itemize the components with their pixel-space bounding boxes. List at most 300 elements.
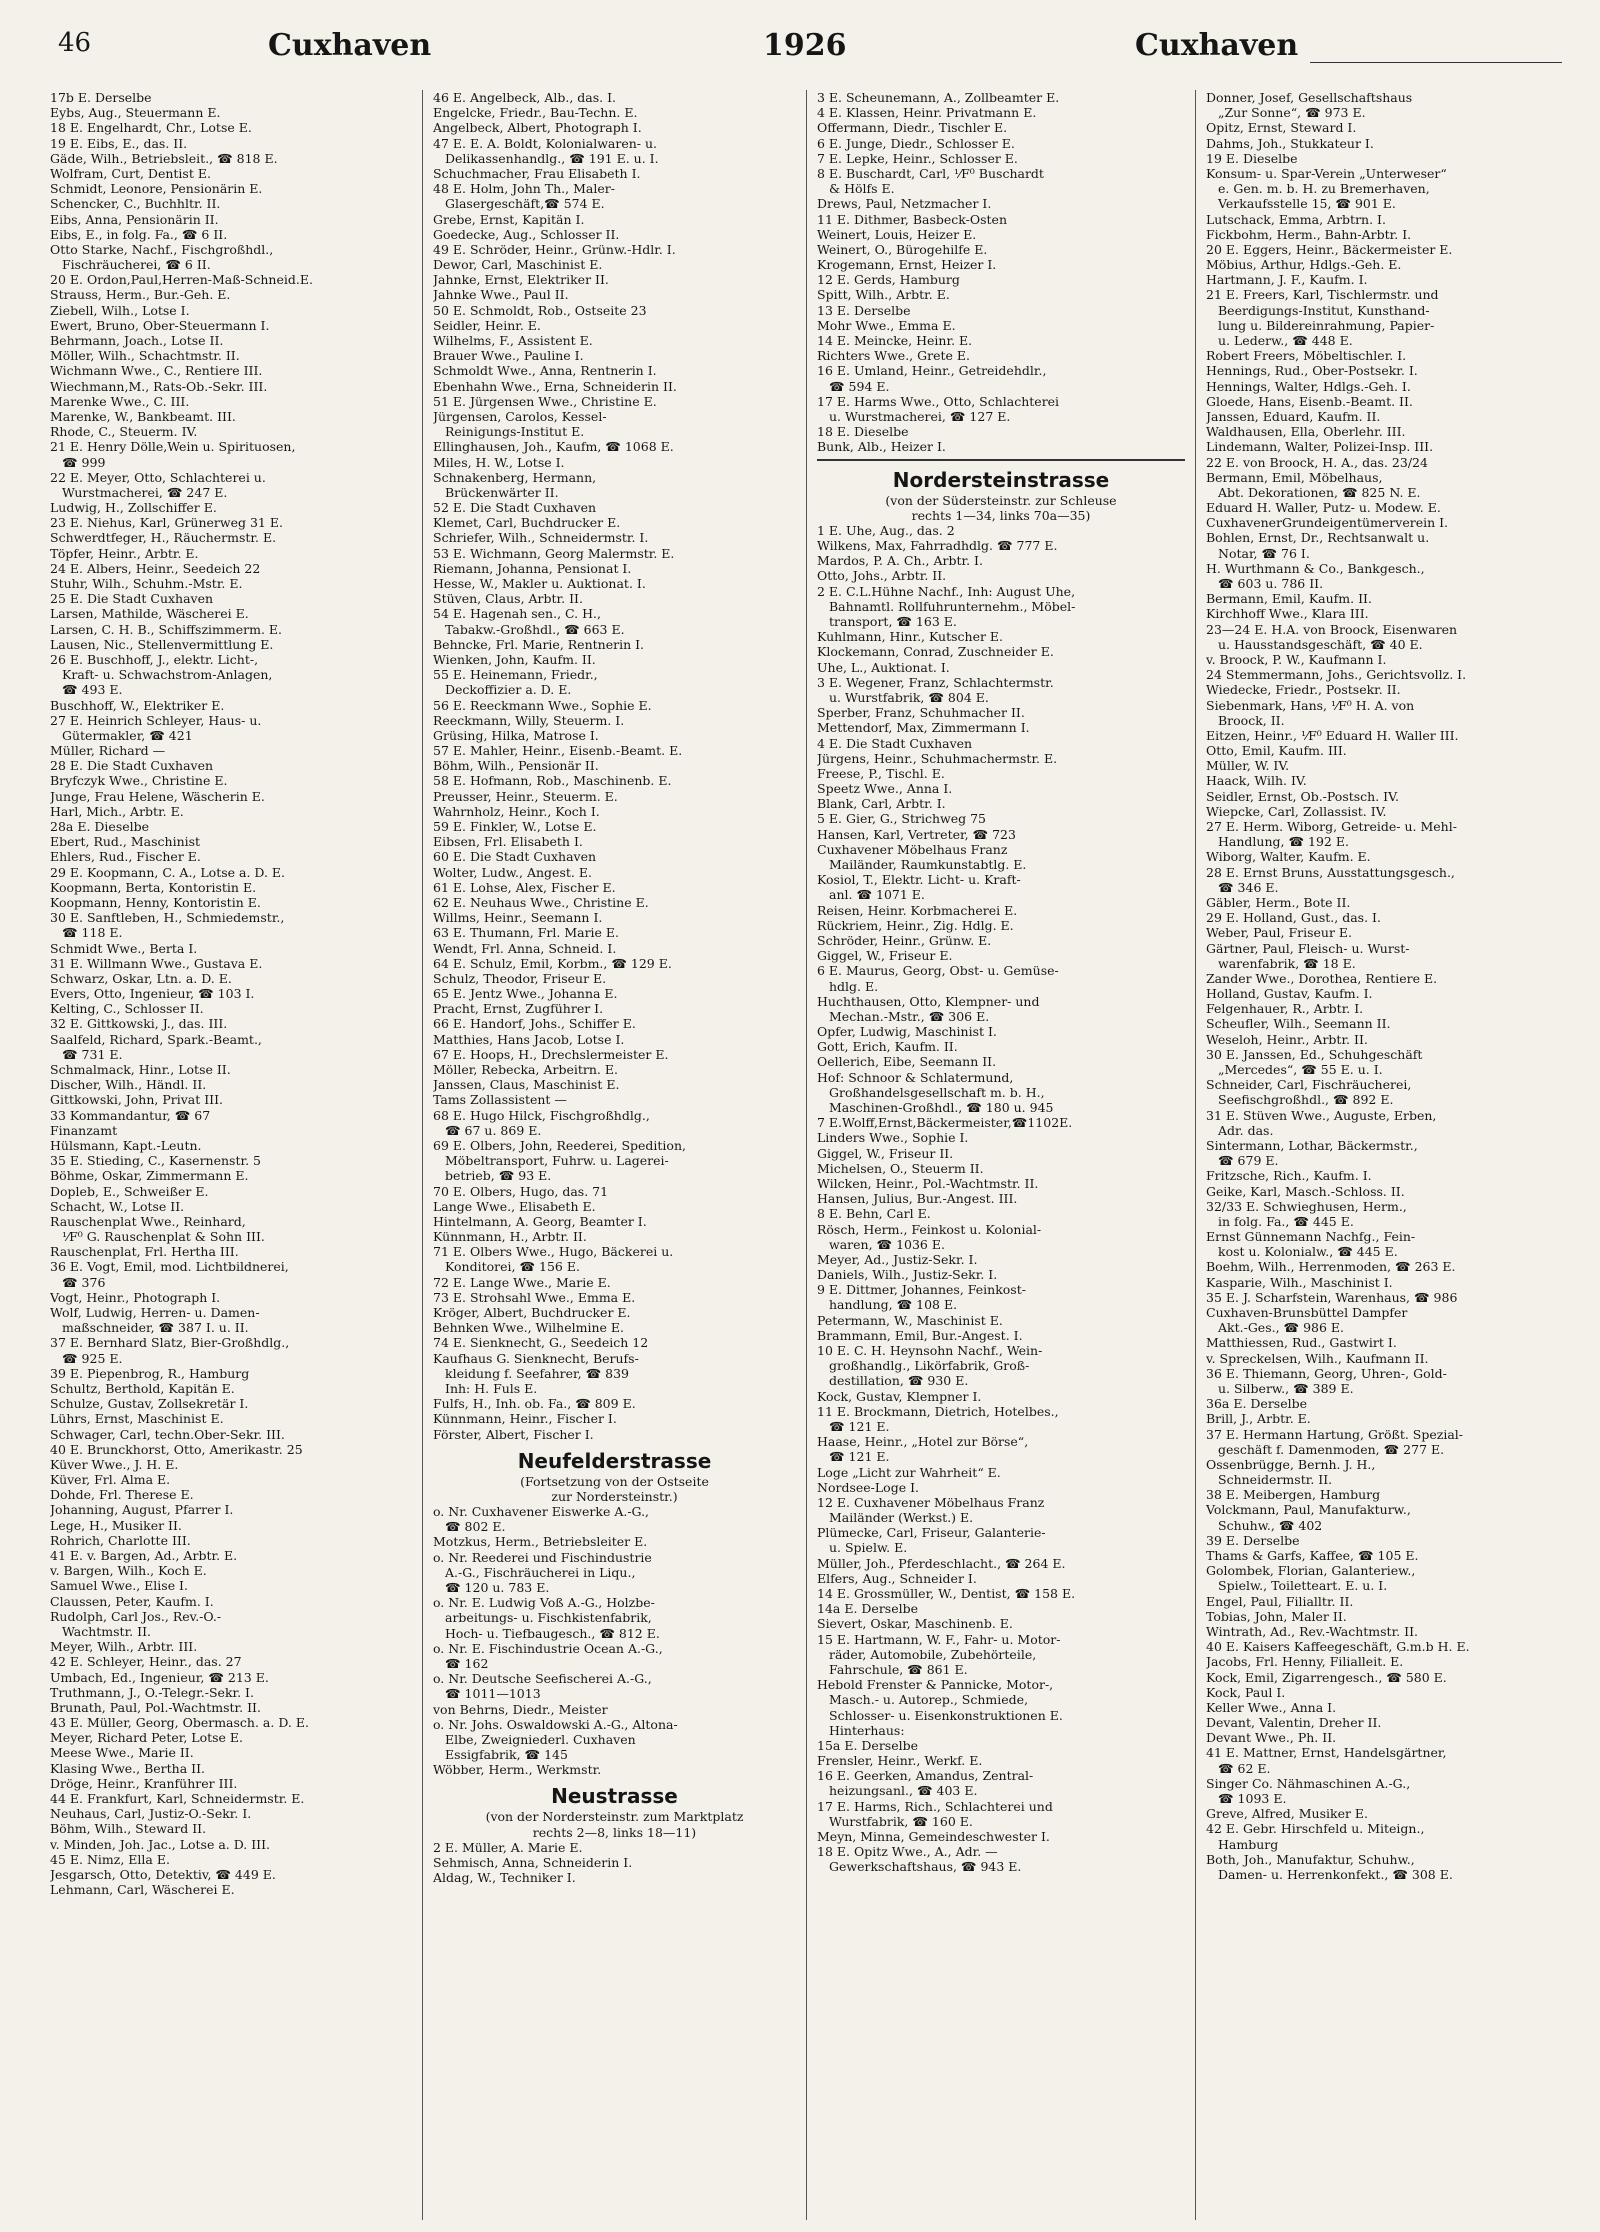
directory-entry: ☎ 594 E. bbox=[829, 378, 890, 394]
directory-entry: 3 E. Scheunemann, A., Zollbeamter E. bbox=[817, 90, 1060, 105]
directory-entry: warenfabrik, ☎ 18 E. bbox=[1218, 955, 1356, 971]
directory-entry: Rauschenplat Wwe., Reinhard, bbox=[50, 1213, 246, 1229]
directory-entry: Wiedecke, Friedr., Postsekr. II. bbox=[1206, 682, 1401, 698]
directory-entry: Meyer, Richard Peter, Lotse E. bbox=[50, 1730, 244, 1746]
directory-entry: Cuxhavener Möbelhaus Franz bbox=[817, 841, 1008, 857]
directory-entry: kleidung f. Seefahrer, ☎ 839 bbox=[445, 1365, 629, 1381]
directory-entry: ☎ 493 E. bbox=[62, 682, 123, 698]
directory-entry: Lausen, Nic., Stellenvermittlung E. bbox=[50, 636, 274, 652]
directory-entry: 3 E. Wegener, Franz, Schlachtermstr. bbox=[817, 674, 1054, 690]
directory-entry: 22 E. Meyer, Otto, Schlachterei u. bbox=[50, 469, 266, 485]
directory-entry: 27 E. Heinrich Schleyer, Haus- u. bbox=[50, 712, 262, 728]
directory-entry: ☎ 62 E. bbox=[1218, 1760, 1271, 1776]
directory-entry: Schmoldt Wwe., Anna, Rentnerin I. bbox=[433, 363, 657, 379]
directory-entry: transport, ☎ 163 E. bbox=[829, 614, 957, 630]
directory-entry: 6 E. Junge, Diedr., Schlosser E. bbox=[817, 135, 1015, 151]
directory-entry: Gott, Erich, Kaufm. II. bbox=[817, 1039, 958, 1055]
directory-entry: Seidler, Heinr. E. bbox=[433, 317, 541, 333]
directory-entry: Reisen, Heinr. Korbmacherei E. bbox=[817, 902, 1018, 918]
directory-entry: ☎ 679 E. bbox=[1218, 1153, 1279, 1169]
directory-entry: Otto, Emil, Kaufm. III. bbox=[1206, 743, 1347, 759]
directory-entry: 39 E. Piepenbrog, R., Hamburg bbox=[50, 1365, 250, 1381]
directory-entry: Angelbeck, Albert, Photograph I. bbox=[433, 120, 642, 136]
directory-entry: Marenke Wwe., C. III. bbox=[50, 393, 190, 409]
directory-entry: Wichmann Wwe., C., Rentiere III. bbox=[50, 363, 263, 379]
directory-entry: 17 E. Harms, Rich., Schlachterei und bbox=[817, 1798, 1053, 1814]
directory-entry: Hof: Schnoor & Schlatermund, bbox=[817, 1069, 1014, 1085]
directory-entry: Gewerkschaftshaus, ☎ 943 E. bbox=[829, 1859, 1022, 1875]
directory-entry: Bermann, Emil, Kaufm. II. bbox=[1206, 591, 1372, 607]
directory-entry: Wienken, John, Kaufm. II. bbox=[433, 651, 596, 667]
directory-entry: Hintelmann, A. Georg, Beamter I. bbox=[433, 1213, 647, 1229]
directory-entry: Mardos, P. A. Ch., Arbtr. I. bbox=[817, 553, 983, 569]
directory-entry: 19 E. Eibs, E., das. II. bbox=[50, 135, 188, 151]
directory-entry: Fahrschule, ☎ 861 E. bbox=[829, 1661, 968, 1677]
directory-entry: Golombek, Florian, Galanteriew., bbox=[1206, 1563, 1416, 1579]
directory-entry: Mohr Wwe., Emma E. bbox=[817, 317, 956, 333]
directory-entry: Lehmann, Carl, Wäscherei E. bbox=[50, 1882, 235, 1898]
directory-entry: Schultz, Berthold, Kapitän E. bbox=[50, 1380, 235, 1396]
directory-entry: Eibsen, Frl. Elisabeth I. bbox=[433, 834, 583, 850]
directory-entry: Hesse, W., Makler u. Auktionat. I. bbox=[433, 576, 646, 591]
directory-entry: Delikassenhandlg., ☎ 191 E. u. I. bbox=[445, 150, 659, 166]
directory-entry: Meyer, Ad., Justiz-Sekr. I. bbox=[817, 1251, 978, 1267]
header-year: 1926 bbox=[763, 28, 847, 63]
directory-entry: o. Nr. Cuxhavener Eiswerke A.-G., bbox=[433, 1504, 650, 1520]
directory-entry: Daniels, Wilh., Justiz-Sekr. I. bbox=[817, 1267, 998, 1283]
directory-entry: Felgenhauer, R., Arbtr. I. bbox=[1206, 1001, 1364, 1017]
directory-entry: 31 E. Willmann Wwe., Gustava E. bbox=[50, 955, 263, 971]
directory-entry: CuxhavenerGrundeigentümerverein I. bbox=[1206, 515, 1449, 531]
directory-entry: Sievert, Oskar, Maschinenb. E. bbox=[817, 1616, 1013, 1632]
directory-entry: Spitt, Wilh., Arbtr. E. bbox=[817, 287, 950, 303]
directory-entry: 28 E. Die Stadt Cuxhaven bbox=[50, 758, 214, 774]
directory-entry: Brunath, Paul, Pol.-Wachtmstr. II. bbox=[50, 1699, 261, 1715]
directory-entry: Gittkowski, John, Privat III. bbox=[50, 1092, 224, 1108]
directory-entry: Sintermann, Lothar, Bäckermstr., bbox=[1206, 1137, 1418, 1153]
directory-entry: Matthiessen, Rud., Gastwirt I. bbox=[1206, 1335, 1397, 1351]
directory-entry: Greve, Alfred, Musiker E. bbox=[1206, 1806, 1369, 1822]
directory-entry: Schnakenberg, Hermann, bbox=[433, 469, 597, 485]
directory-entry: Glasergeschäft,☎ 574 E. bbox=[445, 196, 605, 212]
directory-entry: Krogemann, Ernst, Heizer I. bbox=[817, 257, 997, 273]
directory-entry: Discher, Wilh., Händl. II. bbox=[50, 1077, 207, 1093]
directory-entry: Umbach, Ed., Ingenieur, ☎ 213 E. bbox=[50, 1669, 269, 1685]
directory-entry: Akt.-Ges., ☎ 986 E. bbox=[1218, 1320, 1345, 1336]
directory-entry: Kock, Emil, Zigarrengesch., ☎ 580 E. bbox=[1206, 1669, 1447, 1685]
directory-entry: Wurstmacherei, ☎ 247 E. bbox=[62, 484, 228, 500]
directory-entry: 64 E. Schulz, Emil, Korbm., ☎ 129 E. bbox=[433, 955, 672, 971]
directory-entry: 35 E. J. Scharfstein, Warenhaus, ☎ 986 bbox=[1206, 1289, 1458, 1305]
directory-entry: Jahnke, Ernst, Elektriker II. bbox=[433, 272, 609, 288]
directory-entry: Geike, Karl, Masch.-Schloss. II. bbox=[1206, 1183, 1405, 1199]
directory-entry: Fischräucherei, ☎ 6 II. bbox=[62, 257, 211, 273]
directory-entry: Möbius, Arthur, Hdlgs.-Geh. E. bbox=[1206, 257, 1402, 273]
directory-entry: Kock, Gustav, Klempner I. bbox=[817, 1388, 982, 1404]
directory-entry: Koopmann, Berta, Kontoristin E. bbox=[50, 879, 257, 895]
directory-entry: handlung, ☎ 108 E. bbox=[829, 1297, 958, 1313]
directory-entry: Rudolph, Carl Jos., Rev.-O.- bbox=[50, 1608, 222, 1624]
directory-entry: Bohlen, Ernst, Dr., Rechtsanwalt u. bbox=[1206, 530, 1430, 546]
directory-entry: 36 E. Thiemann, Georg, Uhren-, Gold- bbox=[1206, 1365, 1447, 1381]
page-header bbox=[50, 28, 1582, 66]
directory-entry: Hülsmann, Kapt.-Leutn. bbox=[50, 1137, 202, 1153]
directory-entry: 71 E. Olbers Wwe., Hugo, Bäckerei u. bbox=[433, 1244, 674, 1260]
directory-entry: Huchthausen, Otto, Klempner- und bbox=[817, 993, 1040, 1009]
directory-entry: räder, Automobile, Zubehörteile, bbox=[829, 1646, 1037, 1662]
directory-entry: 36 E. Vogt, Emil, mod. Lichtbildnerei, bbox=[50, 1259, 289, 1275]
directory-entry: Küver, Frl. Alma E. bbox=[50, 1472, 171, 1488]
directory-entry: Deckoffizier a. D. E. bbox=[445, 682, 572, 698]
directory-entry: Freese, P., Tischl. E. bbox=[817, 765, 945, 781]
directory-entry: u. Spielw. E. bbox=[829, 1540, 908, 1556]
directory-entry: 40 E. Kaisers Kaffeegeschäft, G.m.b H. E. bbox=[1206, 1639, 1470, 1655]
directory-entry: Hartmann, J. F., Kaufm. I. bbox=[1206, 272, 1368, 288]
directory-entry: Zander Wwe., Dorothea, Rentiere E. bbox=[1206, 970, 1438, 986]
directory-entry: Keller Wwe., Anna I. bbox=[1206, 1699, 1337, 1715]
directory-entry: 6 E. Maurus, Georg, Obst- u. Gemüse- bbox=[817, 963, 1059, 979]
directory-entry: v. Bargen, Wilh., Koch E. bbox=[50, 1563, 207, 1579]
directory-entry: Behncke, Frl. Marie, Rentnerin I. bbox=[433, 636, 645, 652]
directory-entry: Schmidt Wwe., Berta I. bbox=[50, 940, 198, 956]
directory-entry: ☎ 731 E. bbox=[62, 1046, 123, 1062]
directory-entry: Eibs, E., in folg. Fa., ☎ 6 II. bbox=[50, 226, 228, 242]
directory-entry: ☎ 346 E. bbox=[1218, 879, 1279, 895]
directory-entry: 59 E. Finkler, W., Lotse E. bbox=[433, 819, 597, 834]
directory-entry: 40 E. Brunckhorst, Otto, Amerikastr. 25 bbox=[50, 1441, 303, 1457]
column-3 bbox=[817, 90, 1185, 2220]
directory-entry: u. Silberw., ☎ 389 E. bbox=[1218, 1380, 1354, 1396]
directory-entry: Abt. Dekorationen, ☎ 825 N. E. bbox=[1218, 484, 1421, 500]
directory-entry: Tams Zollassistent — bbox=[433, 1092, 567, 1108]
directory-entry: Fickbohm, Herm., Bahn-Arbtr. I. bbox=[1206, 226, 1412, 242]
directory-entry: Mechan.-Mstr., ☎ 306 E. bbox=[829, 1008, 990, 1024]
directory-entry: 45 E. Nimz, Ella E. bbox=[50, 1851, 170, 1867]
directory-entry: Ziebell, Wilh., Lotse I. bbox=[50, 302, 190, 318]
directory-entry: Notar, ☎ 76 I. bbox=[1218, 545, 1310, 561]
directory-entry: Motzkus, Herm., Betriebsleiter E. bbox=[433, 1534, 648, 1550]
directory-entry: Wurstfabrik, ☎ 160 E. bbox=[829, 1813, 973, 1829]
street-heading: Neufelderstrasse bbox=[517, 1448, 712, 1473]
directory-entry: geschäft f. Damenmoden, ☎ 277 E. bbox=[1218, 1441, 1445, 1457]
directory-entry: 8 E. Behn, Carl E. bbox=[817, 1206, 931, 1222]
directory-entry: Schmidt, Leonore, Pensionärin E. bbox=[50, 181, 263, 197]
directory-entry: Eduard H. Waller, Putz- u. Modew. E. bbox=[1206, 500, 1441, 516]
directory-entry: destillation, ☎ 930 E. bbox=[829, 1373, 969, 1389]
directory-entry: Ehlers, Rud., Fischer E. bbox=[50, 849, 201, 865]
directory-entry: Behnken Wwe., Wilhelmine E. bbox=[433, 1320, 624, 1336]
directory-entry: o. Nr. Deutsche Seefischerei A.-G., bbox=[433, 1671, 652, 1687]
directory-entry: 18 E. Opitz Wwe., A., Adr. — bbox=[817, 1844, 998, 1860]
header-city-right: Cuxhaven bbox=[1135, 28, 1299, 63]
directory-entry: Lührs, Ernst, Maschinist E. bbox=[50, 1411, 224, 1427]
directory-entry: Petermann, W., Maschinist E. bbox=[817, 1312, 1003, 1328]
directory-entry: Seefischgroßhdl., ☎ 892 E. bbox=[1218, 1092, 1394, 1108]
directory-entry: 14 E. Meincke, Heinr. E. bbox=[817, 333, 973, 348]
directory-entry: 63 E. Thumann, Frl. Marie E. bbox=[433, 925, 620, 941]
section-rule bbox=[817, 459, 1185, 461]
directory-entry: ☎ 162 bbox=[445, 1655, 489, 1671]
directory-columns bbox=[50, 90, 1570, 2220]
directory-entry: Böhm, Wilh., Pensionär II. bbox=[433, 758, 599, 774]
directory-entry: von Behrns, Diedr., Meister bbox=[433, 1701, 608, 1717]
directory-entry: Mettendorf, Max, Zimmermann I. bbox=[817, 720, 1030, 736]
directory-entry: 25 E. Die Stadt Cuxhaven bbox=[50, 591, 214, 607]
directory-entry: Möller, Rebecka, Arbeitrn. E. bbox=[433, 1062, 618, 1077]
directory-entry: 7 E.Wolff,Ernst,Bäckermeister,☎1102E. bbox=[817, 1115, 1073, 1131]
directory-entry: Böhme, Oskar, Zimmermann E. bbox=[50, 1168, 249, 1184]
directory-entry: Johanning, August, Pfarrer I. bbox=[50, 1502, 234, 1518]
directory-entry: Truthmann, J., O.-Telegr.-Sekr. I. bbox=[50, 1684, 254, 1700]
directory-entry: Meese Wwe., Marie II. bbox=[50, 1745, 194, 1761]
directory-entry: Drews, Paul, Netzmacher I. bbox=[817, 196, 992, 212]
directory-entry: Wachtmstr. II. bbox=[62, 1623, 151, 1639]
column-4 bbox=[1206, 90, 1570, 2220]
directory-entry: Gütermakler, ☎ 421 bbox=[62, 727, 193, 743]
directory-entry: 36a E. Derselbe bbox=[1206, 1396, 1308, 1412]
directory-entry: Jahnke Wwe., Paul II. bbox=[433, 287, 569, 303]
directory-entry: 73 E. Strohsahl Wwe., Emma E. bbox=[433, 1289, 636, 1305]
directory-entry: 66 E. Handorf, Johs., Schiffer E. bbox=[433, 1016, 636, 1032]
directory-entry: Bermann, Emil, Möbelhaus, bbox=[1206, 469, 1383, 485]
directory-entry: Pracht, Ernst, Zugführer I. bbox=[433, 1001, 604, 1017]
directory-entry: Michelsen, O., Steuerm II. bbox=[817, 1160, 984, 1176]
directory-entry: Schneidermstr. II. bbox=[1218, 1472, 1333, 1488]
directory-entry: Junge, Frau Helene, Wäscherin E. bbox=[50, 788, 265, 804]
directory-entry: 70 E. Olbers, Hugo, das. 71 bbox=[433, 1183, 609, 1199]
directory-entry: 61 E. Lohse, Alex, Fischer E. bbox=[433, 879, 616, 895]
directory-entry: 4 E. Die Stadt Cuxhaven bbox=[817, 735, 973, 751]
directory-entry: Wintrath, Ad., Rev.-Wachtmstr. II. bbox=[1206, 1623, 1418, 1639]
directory-entry: 30 E. Janssen, Ed., Schuhgeschäft bbox=[1206, 1046, 1423, 1062]
directory-entry: Plümecke, Carl, Friseur, Galanterie- bbox=[817, 1525, 1046, 1541]
directory-entry: v. Broock, P. W., Kaufmann I. bbox=[1206, 651, 1387, 667]
directory-entry: H. Wurthmann & Co., Bankgesch., bbox=[1206, 560, 1425, 576]
directory-entry: v. Spreckelsen, Wilh., Kaufmann II. bbox=[1206, 1350, 1429, 1366]
directory-entry: Seidler, Ernst, Ob.-Postsch. IV. bbox=[1206, 788, 1399, 804]
directory-entry: o. Nr. Reederei und Fischindustrie bbox=[433, 1549, 652, 1565]
directory-entry: Möller, Wilh., Schachtmstr. II. bbox=[50, 348, 240, 364]
street-subheading: rechts 1—34, links 70a—35) bbox=[911, 507, 1091, 523]
directory-entry: 13 E. Derselbe bbox=[817, 302, 911, 318]
directory-entry: Ewert, Bruno, Ober-Steuermann I. bbox=[50, 317, 270, 333]
directory-entry: Goedecke, Aug., Schlosser II. bbox=[433, 226, 620, 242]
directory-entry: 67 E. Hoops, H., Drechslermeister E. bbox=[433, 1046, 669, 1062]
directory-entry: Otto Starke, Nachf., Fischgroßhdl., bbox=[50, 241, 274, 257]
directory-entry: Willms, Heinr., Seemann I. bbox=[433, 910, 603, 926]
directory-entry: Janssen, Eduard, Kaufm. II. bbox=[1206, 408, 1381, 424]
directory-entry: Konditorei, ☎ 156 E. bbox=[445, 1259, 580, 1275]
directory-entry: Otto, Johs., Arbtr. II. bbox=[817, 568, 947, 584]
directory-entry: Dröge, Heinr., Kranführer III. bbox=[50, 1775, 238, 1791]
directory-entry: Eibs, Anna, Pensionärin II. bbox=[50, 211, 219, 227]
directory-entry: u. Wurstfabrik, ☎ 804 E. bbox=[829, 689, 989, 705]
street-subheading: (Fortsetzung von der Ostseite bbox=[520, 1473, 709, 1489]
directory-entry: Wilhelms, F., Assistent E. bbox=[433, 333, 593, 348]
directory-entry: & Hölfs E. bbox=[829, 181, 895, 197]
directory-entry: ☎ 376 bbox=[62, 1274, 106, 1290]
directory-entry: 26 E. Buschhoff, J., elektr. Licht-, bbox=[50, 651, 259, 667]
directory-entry: 19 E. Dieselbe bbox=[1206, 150, 1298, 166]
directory-entry: Uhe, L., Auktionat. I. bbox=[817, 659, 950, 675]
directory-entry: Wilkens, Max, Fahrradhdlg. ☎ 777 E. bbox=[817, 538, 1058, 554]
directory-entry: Saalfeld, Richard, Spark.-Beamt., bbox=[50, 1031, 262, 1047]
directory-entry: 56 E. Reeckmann Wwe., Sophie E. bbox=[433, 697, 652, 713]
directory-entry: Haack, Wilh. IV. bbox=[1206, 773, 1307, 789]
directory-entry: Fritzsche, Rich., Kaufm. I. bbox=[1206, 1168, 1372, 1184]
directory-entry: 39 E. Derselbe bbox=[1206, 1532, 1300, 1548]
column-divider bbox=[806, 90, 807, 2220]
directory-entry: Rohrich, Charlotte III. bbox=[50, 1532, 191, 1548]
directory-entry: o. Nr. E. Ludwig Voß A.-G., Holzbe- bbox=[433, 1595, 655, 1611]
directory-entry: ☎ 118 E. bbox=[62, 925, 123, 941]
directory-entry: Verkaufsstelle 15, ☎ 901 E. bbox=[1218, 196, 1396, 212]
directory-entry: 1 E. Uhe, Aug., das. 2 bbox=[817, 522, 955, 538]
directory-entry: Devant, Valentin, Dreher II. bbox=[1206, 1715, 1382, 1731]
directory-entry: 5 E. Gier, G., Strichweg 75 bbox=[817, 811, 986, 827]
directory-entry: Masch.- u. Autorep., Schmiede, bbox=[829, 1692, 1029, 1708]
directory-entry: Reinigungs-Institut E. bbox=[445, 424, 585, 440]
directory-entry: Gloede, Hans, Eisenb.-Beamt. II. bbox=[1206, 393, 1413, 409]
directory-entry: Hebold Frenster & Pannicke, Motor-, bbox=[817, 1677, 1054, 1693]
directory-entry: Offermann, Diedr., Tischler E. bbox=[817, 120, 1008, 136]
directory-entry: Wiepcke, Carl, Zollassist. IV. bbox=[1206, 803, 1387, 819]
directory-entry: Wolfram, Curt, Dentist E. bbox=[50, 165, 211, 181]
directory-entry: 38 E. Meibergen, Hamburg bbox=[1206, 1487, 1381, 1503]
directory-entry: Lutschack, Emma, Arbtrn. I. bbox=[1206, 211, 1386, 227]
directory-entry: Böhm, Wilh., Steward II. bbox=[50, 1821, 207, 1837]
directory-entry: Aldag, W., Techniker I. bbox=[433, 1870, 576, 1886]
directory-entry: 50 E. Schmoldt, Rob., Ostseite 23 bbox=[433, 302, 647, 318]
directory-entry: Stuhr, Wilh., Schuhm.-Mstr. E. bbox=[50, 576, 243, 591]
directory-entry: ☎ 67 u. 869 E. bbox=[445, 1122, 542, 1138]
directory-entry: ☎ 121 E. bbox=[829, 1418, 890, 1434]
directory-entry: Brill, J., Arbtr. E. bbox=[1206, 1411, 1311, 1427]
directory-entry: „Mercedes“, ☎ 55 E. u. I. bbox=[1218, 1062, 1383, 1077]
directory-entry: 21 E. Henry Dölle,Wein u. Spirituosen, bbox=[50, 439, 296, 455]
directory-entry: 35 E. Stieding, C., Kasernenstr. 5 bbox=[50, 1153, 261, 1169]
directory-entry: 41 E. v. Bargen, Ad., Arbtr. E. bbox=[50, 1548, 238, 1563]
directory-entry: Töpfer, Heinr., Arbtr. E. bbox=[50, 545, 199, 561]
directory-entry: Speetz Wwe., Anna I. bbox=[817, 781, 953, 797]
directory-entry: Damen- u. Herrenkonfekt., ☎ 308 E. bbox=[1218, 1866, 1453, 1882]
directory-entry: 47 E. E. A. Boldt, Kolonialwaren- u. bbox=[433, 135, 658, 151]
directory-entry: Claussen, Peter, Kaufm. I. bbox=[50, 1593, 214, 1609]
directory-entry: Rauschenplat, Frl. Hertha III. bbox=[50, 1244, 239, 1260]
directory-entry: Bryfczyk Wwe., Christine E. bbox=[50, 773, 228, 789]
directory-entry: Kröger, Albert, Buchdrucker E. bbox=[433, 1305, 631, 1320]
directory-entry: Engel, Paul, Filialltr. II. bbox=[1206, 1593, 1354, 1609]
directory-entry: Harl, Mich., Arbtr. E. bbox=[50, 803, 184, 819]
directory-entry: Hansen, Karl, Vertreter, ☎ 723 bbox=[817, 826, 1016, 842]
directory-entry: o. Nr. Johs. Oswaldowski A.-G., Altona- bbox=[433, 1716, 678, 1732]
directory-entry: 31 E. Stüven Wwe., Auguste, Erben, bbox=[1206, 1107, 1437, 1123]
directory-entry: Schriefer, Wilh., Schneidermstr. I. bbox=[433, 530, 649, 546]
directory-entry: Schwarz, Oskar, Ltn. a. D. E. bbox=[50, 970, 232, 986]
directory-entry: Wahrnholz, Heinr., Koch I. bbox=[433, 803, 600, 819]
directory-entry: Ernst Günnemann Nachfg., Fein- bbox=[1206, 1229, 1416, 1245]
directory-entry: Müller, Richard — bbox=[50, 743, 166, 759]
directory-entry: 29 E. Holland, Gust., das. I. bbox=[1206, 910, 1381, 926]
directory-entry: Larsen, Mathilde, Wäscherei E. bbox=[50, 606, 249, 622]
directory-entry: Bunk, Alb., Heizer I. bbox=[817, 439, 946, 455]
directory-entry: Beerdigungs-Institut, Kunsthand- bbox=[1218, 302, 1430, 318]
directory-entry: 32/33 E. Schwieghusen, Herm., bbox=[1206, 1198, 1407, 1214]
directory-entry: 72 E. Lange Wwe., Marie E. bbox=[433, 1274, 611, 1290]
directory-entry: Finanzamt bbox=[50, 1122, 118, 1138]
directory-entry: Mailänder (Werkst.) E. bbox=[829, 1510, 974, 1526]
directory-entry: Wolf, Ludwig, Herren- u. Damen- bbox=[50, 1305, 260, 1320]
directory-entry: Schröder, Heinr., Grünw. E. bbox=[817, 932, 992, 948]
directory-entry: Kock, Paul I. bbox=[1206, 1684, 1286, 1700]
directory-entry: Inh: H. Fuls E. bbox=[445, 1380, 538, 1396]
directory-entry: 58 E. Hofmann, Rob., Maschinenb. E. bbox=[433, 773, 672, 789]
directory-entry: 28 E. Ernst Bruns, Ausstattungsgesch., bbox=[1206, 864, 1455, 880]
directory-entry: großhandlg., Likörfabrik, Groß- bbox=[829, 1358, 1030, 1374]
directory-entry: Riemann, Johanna, Pensionat I. bbox=[433, 560, 632, 576]
directory-entry: Müller, Joh., Pferdeschlacht., ☎ 264 E. bbox=[817, 1555, 1066, 1571]
directory-entry: Hennings, Rud., Ober-Postsekr. I. bbox=[1206, 363, 1418, 379]
directory-entry: u. Lederw., ☎ 448 E. bbox=[1218, 333, 1353, 348]
directory-entry: 53 E. Wichmann, Georg Malermstr. E. bbox=[433, 545, 675, 561]
directory-entry: Kosiol, T., Elektr. Licht- u. Kraft- bbox=[817, 872, 1021, 888]
directory-entry: Preusser, Heinr., Steuerm. E. bbox=[433, 788, 618, 804]
directory-entry: Donner, Josef, Gesellschaftshaus bbox=[1206, 90, 1413, 105]
directory-entry: Brauer Wwe., Pauline I. bbox=[433, 348, 584, 364]
directory-entry: ☎ 1011—1013 bbox=[445, 1686, 541, 1702]
directory-entry: 24 E. Albers, Heinr., Seedeich 22 bbox=[50, 560, 261, 576]
header-rule bbox=[1310, 62, 1562, 63]
directory-entry: 37 E. Hermann Hartung, Größt. Spezial- bbox=[1206, 1426, 1464, 1442]
directory-entry: Dewor, Carl, Maschinist E. bbox=[433, 257, 603, 273]
directory-entry: Möbeltransport, Fuhrw. u. Lagerei- bbox=[445, 1153, 669, 1169]
directory-entry: u. Hausstandsgeschäft, ☎ 40 E. bbox=[1218, 636, 1423, 652]
directory-entry: 12 E. Gerds, Hamburg bbox=[817, 272, 960, 288]
directory-entry: Samuel Wwe., Elise I. bbox=[50, 1578, 188, 1594]
directory-entry: Hoch- u. Tiefbaugesch., ☎ 812 E. bbox=[445, 1625, 660, 1641]
directory-entry: Handlung, ☎ 192 E. bbox=[1218, 834, 1349, 850]
directory-entry: 54 E. Hagenah sen., C. H., bbox=[433, 606, 601, 622]
directory-entry: 68 E. Hugo Hilck, Fischgroßhdlg., bbox=[433, 1107, 650, 1123]
directory-entry: Schuhw., ☎ 402 bbox=[1218, 1517, 1323, 1533]
directory-entry: Schuchmacher, Frau Elisabeth I. bbox=[433, 165, 641, 181]
street-subheading: (von der Nordersteinstr. zum Marktplatz bbox=[485, 1809, 744, 1825]
directory-entry: ☎ 999 bbox=[62, 454, 106, 470]
directory-entry: 7 E. Lepke, Heinr., Schlosser E. bbox=[817, 150, 1018, 166]
directory-entry: heizungsanl., ☎ 403 E. bbox=[829, 1783, 978, 1799]
page-number: 46 bbox=[58, 28, 92, 58]
directory-entry: Kelting, C., Schlosser II. bbox=[50, 1001, 204, 1017]
directory-entry: 27 E. Herm. Wiborg, Getreide- u. Mehl- bbox=[1206, 819, 1457, 834]
directory-entry: „Zur Sonne“, ☎ 973 E. bbox=[1218, 105, 1366, 121]
directory-entry: Ellinghausen, Joh., Kaufm, ☎ 1068 E. bbox=[433, 439, 674, 455]
directory-entry: 41 E. Mattner, Ernst, Handelsgärtner, bbox=[1206, 1745, 1447, 1761]
directory-entry: Künnmann, H., Arbtr. II. bbox=[433, 1229, 587, 1245]
directory-entry: Tobias, John, Maler II. bbox=[1206, 1608, 1347, 1624]
directory-entry: Ludwig, H., Zollschiffer E. bbox=[50, 500, 217, 516]
directory-entry: 42 E. Schleyer, Heinr., das. 27 bbox=[50, 1654, 242, 1670]
directory-entry: Engelcke, Friedr., Bau-Techn. E. bbox=[433, 105, 638, 121]
directory-entry: Kraft- u. Schwachstrom-Anlagen, bbox=[62, 667, 273, 683]
directory-entry: 23 E. Niehus, Karl, Grünerweg 31 E. bbox=[50, 515, 283, 531]
directory-entry: 8 E. Buschardt, Carl, ⅟F⁰ Buschardt bbox=[817, 165, 1044, 181]
directory-entry: Buschhoff, W., Elektriker E. bbox=[50, 697, 225, 713]
directory-entry: Kasparie, Wilh., Maschinist I. bbox=[1206, 1274, 1393, 1290]
street-subheading: zur Nordersteinstr.) bbox=[551, 1488, 678, 1504]
directory-entry: Konsum- u. Spar-Verein „Unterweser“ bbox=[1206, 165, 1447, 181]
directory-entry: 42 E. Gebr. Hirschfeld u. Miteign., bbox=[1206, 1821, 1425, 1837]
street-subheading: (von der Südersteinstr. zur Schleuse bbox=[885, 492, 1117, 508]
